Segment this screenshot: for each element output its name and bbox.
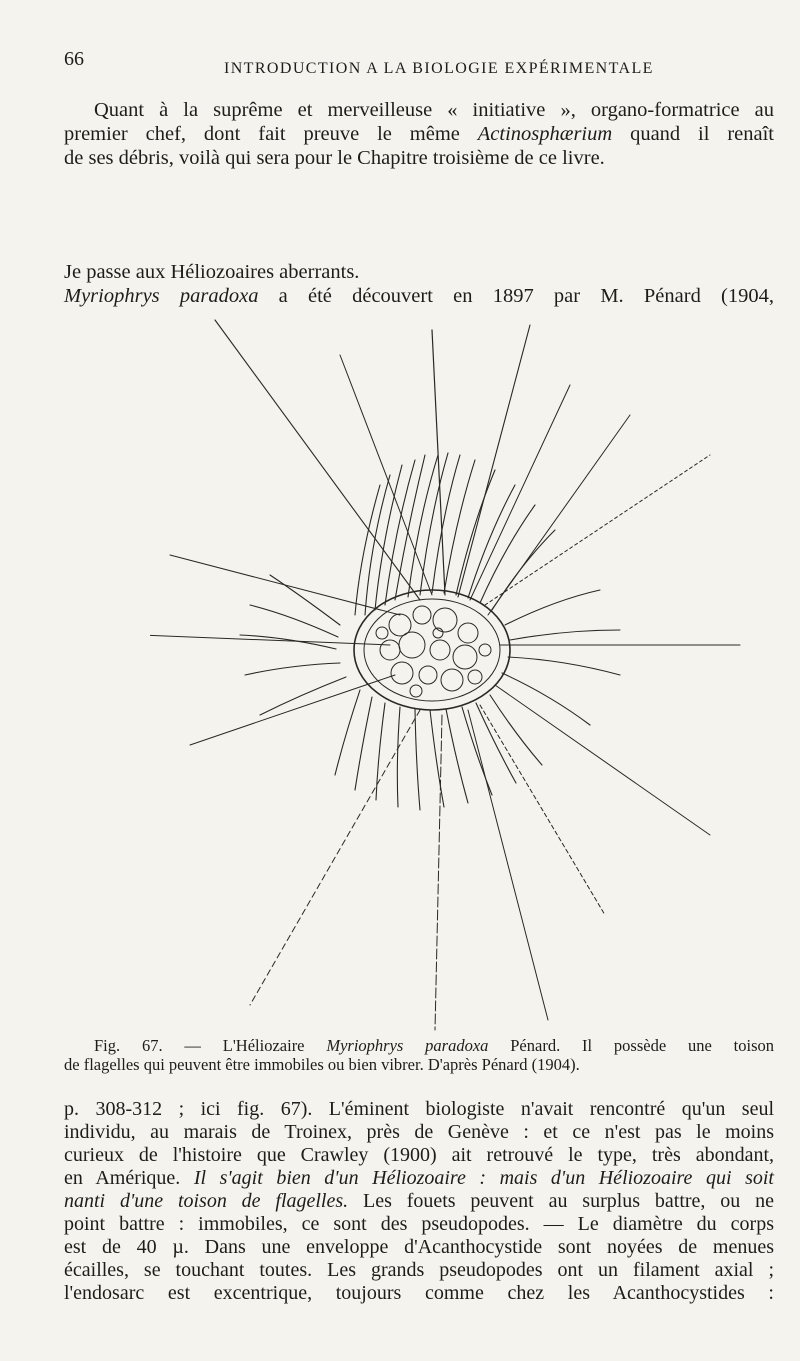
species-name: Actinosphærium [477, 123, 613, 145]
text-line: Quant à la suprême et merveilleuse « initiative », organo-formatrice au [94, 99, 774, 121]
species-name: Myriophrys paradoxa [326, 1036, 489, 1055]
pseudopod [215, 320, 420, 600]
pseudopod [250, 710, 420, 1005]
paragraph-myriophrys-description [64, 1098, 774, 1305]
emphasis: Il s'agit bien d'un Héliozoaire : mais d'un Héliozoaire qui soit [193, 1167, 774, 1189]
running-head: INTRODUCTION A LA BIOLOGIE EXPÉRIMENTALE [224, 60, 654, 77]
text-line: Je passe aux Héliozoaires aberrants. [64, 261, 360, 283]
heliozoan-illustration [150, 315, 750, 1035]
pseudopod [340, 355, 432, 595]
text-line: premier chef, dont fait preuve le même Actinosphærium quand il renaît [64, 123, 775, 145]
species-name: Myriophrys paradoxa [64, 285, 259, 307]
text-line: p. 308-312 ; ici fig. 67). L'éminent biologiste n'avait rencontré qu'un seul [64, 1098, 774, 1120]
page-header [64, 48, 774, 78]
pseudopod [470, 385, 570, 600]
pseudopod [480, 705, 605, 915]
text-line: individu, au marais de Troinex, près de Genève : et ce n'est pas le moins [64, 1121, 774, 1143]
text-line: l'endosarc est excentrique, toujours comme chez les Acanthocystides : [64, 1282, 774, 1304]
text-line: nanti d'une toison de flagelles. Les fouets peuvent au surplus battre, ou ne [64, 1190, 774, 1212]
page-number: 66 [64, 48, 84, 70]
text-line: Myriophrys paradoxa a été découvert en 1897 par M. Pénard (1904, [64, 285, 774, 307]
emphasis: nanti d'une toison de flagelles. [64, 1190, 349, 1212]
cytoplasm-vesicles [376, 606, 491, 697]
text-line: est de 40 µ. Dans une enveloppe d'Acanthocystide sont noyées de menues [64, 1236, 774, 1258]
text-line: curieux de l'histoire que Crawley (1900) ait retrouvé le type, très abondant, [64, 1144, 774, 1166]
flagella-fringe [240, 453, 620, 810]
pseudopod [432, 330, 445, 595]
caption-line: Fig. 67. — L'Héliozaire Myriophrys paradoxa Pénard. Il possède une toison [94, 1036, 774, 1055]
figure-caption [64, 1036, 774, 1074]
pseudopod [458, 325, 530, 597]
text-line: écailles, se touchant toutes. Les grands pseudopodes ont un filament axial ; [64, 1259, 774, 1281]
paragraph-actinosphaerium [64, 98, 774, 170]
cell-envelope [364, 599, 500, 701]
pseudopod [435, 715, 442, 1030]
text-line: en Amérique. Il s'agit bien d'un Héliozoaire : mais d'un Héliozoaire qui soit [64, 1167, 774, 1189]
pseudopod [468, 710, 548, 1020]
text-line: point battre : immobiles, ce sont des pseudopodes. — Le diamètre du corps [64, 1213, 774, 1235]
pseudopod [495, 685, 710, 835]
cell-body-outline [354, 590, 510, 710]
text-line: de ses débris, voilà qui sera pour le Chapitre troisième de ce livre. [64, 147, 605, 169]
paragraph-myriophrys-intro [64, 260, 774, 308]
caption-line: de flagelles qui peuvent être immobiles ou bien vibrer. D'après Pénard (1904). [64, 1055, 580, 1074]
